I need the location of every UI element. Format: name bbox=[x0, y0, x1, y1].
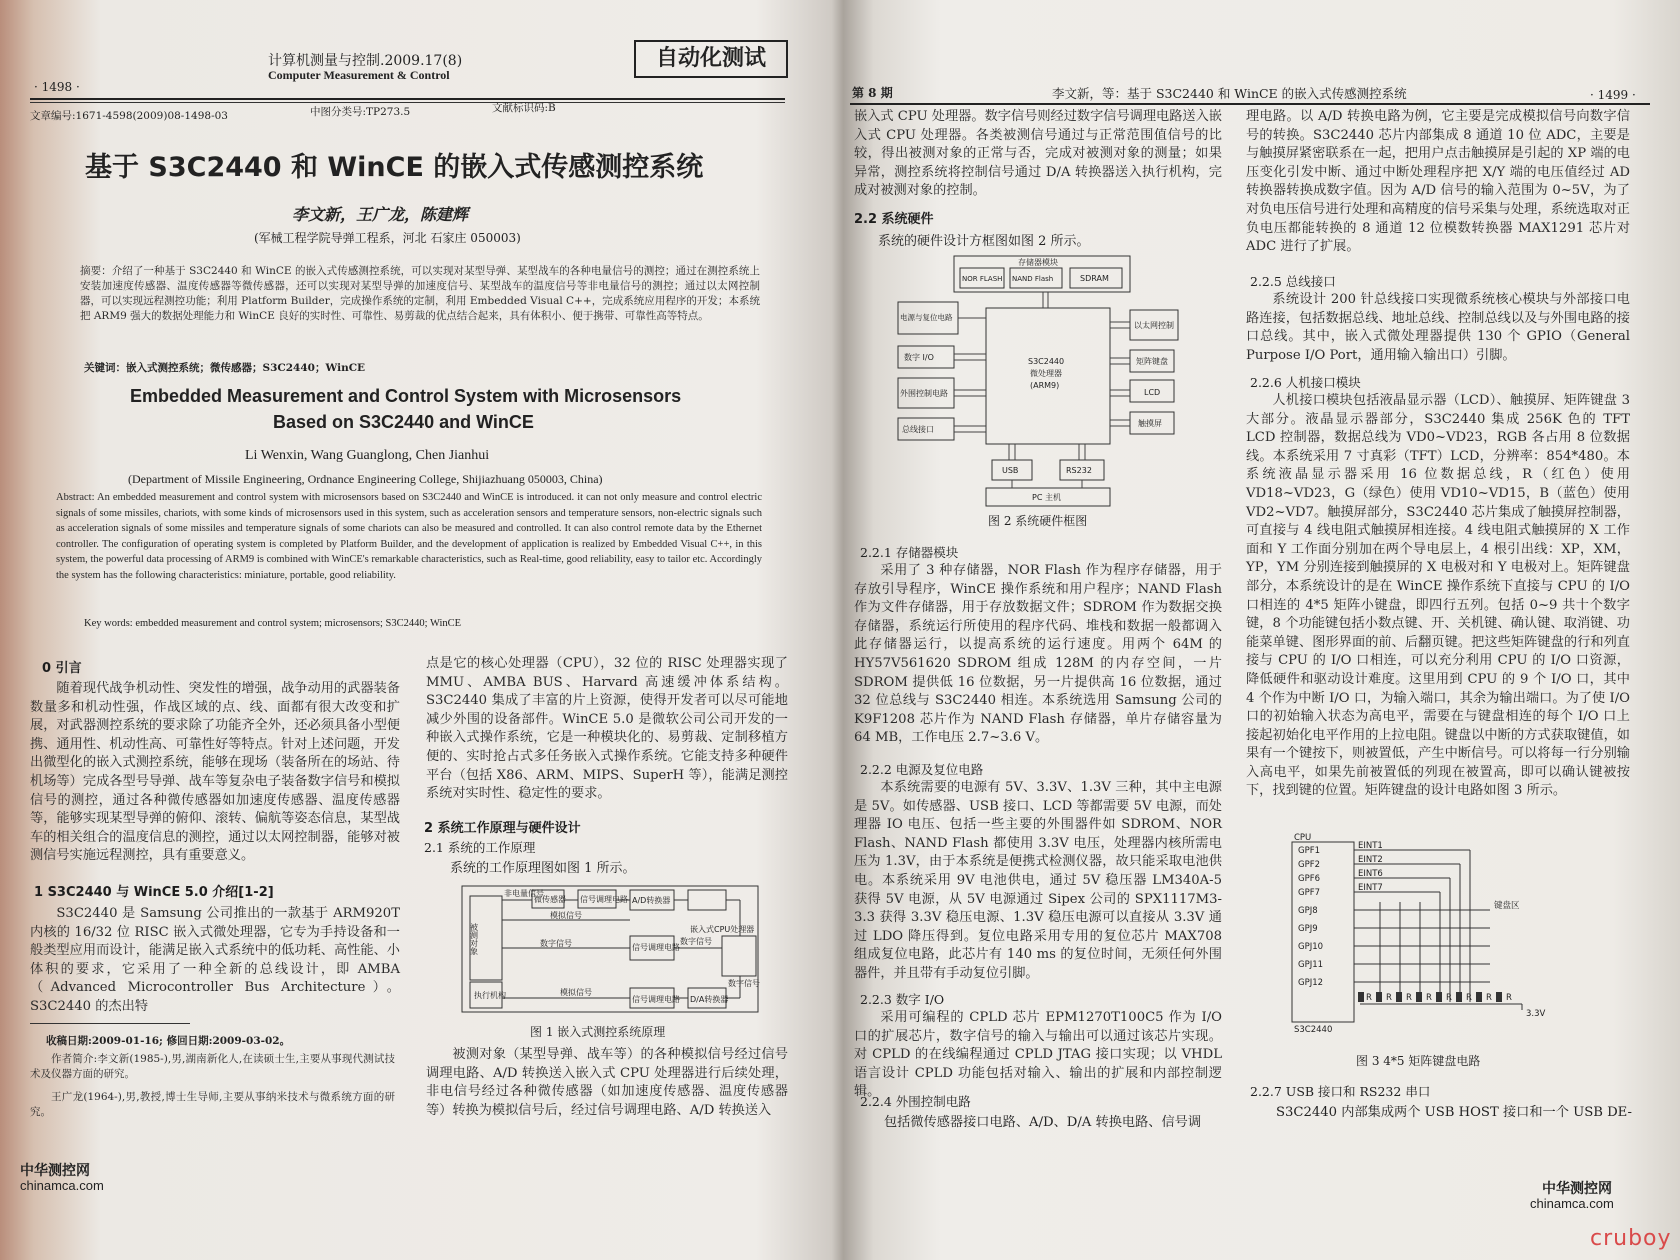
fig2-cpu-label: 微处理器 bbox=[1030, 369, 1062, 378]
watermark-text: cruboy bbox=[1590, 1226, 1672, 1251]
fig1-box-conditioning-3: 信号调理电路 bbox=[632, 995, 680, 1004]
section-1-heading: 1 S3C2440 与 WinCE 5.0 介绍[1-2] bbox=[34, 885, 274, 900]
fig2-pc-host: PC 主机 bbox=[1032, 493, 1061, 502]
section-1-text: S3C2440 是 Samsung 公司推出的一款基于 ARM920T 内核的 16/32 位 RISC 嵌入式微处理器，它专为手持设备和一般类型应用而设计，能满足嵌入式系统中的低功耗、高性能、小体积的要求，它采用了一种全新的总线设计，即 AMBA（Advanced Microcontroller Bus Architecture）。S3C2440 的杰出特 bbox=[30, 906, 400, 1014]
section-2-2-5-heading: 2.2.5 总线接口 bbox=[1250, 274, 1336, 289]
fig3-pin-gpj12: GPJ12 bbox=[1298, 978, 1324, 988]
fig2-nor-flash: NOR FLASH bbox=[962, 275, 1003, 283]
title-en-line1: Embedded Measurement and Control System with Microsensors bbox=[130, 386, 682, 406]
section-2-2-4-text: 包括微传感器接口电路、A/D、D/A 转换电路、信号调 bbox=[884, 1115, 1202, 1130]
fig3-pin-gpf1: GPF1 bbox=[1298, 846, 1321, 856]
fig3-pin-gpj10: GPJ10 bbox=[1298, 942, 1324, 952]
fig3-resistor-4: R bbox=[1426, 993, 1432, 1003]
section-2-2-2-text: 本系统需要的电源有 5V、3.3V、1.3V 三种，其中主电源是 5V。如传感器、USB 接口、LCD 等都需要 5V 电源，而处理器 IO 电压、包括一些主要的外围器件如 SDROM、NOR Flash、NAND Flash 都使用 3.3V 电压，处理器内核所需电压为 1.3V，由于本系统是便携式检测仪器，故只能采取电池供电。本系统采用 9V 电池供电，通过 5V 稳压器 LM340A-5 获得 5V 电源，从 5V 电源通过 Sipex 公司的 SPX1117M3-3.3 获得 3.3V 稳压电源、1.3V 稳压电源可以直接从 3.3V 通过 LDO 降压得到。复位电路采用专用的复位芯片 MAX708 组成复位电路，此芯片有 140 ms 的复位时间，无须任何外围器件，并且带有手动复位引脚。 bbox=[854, 780, 1222, 981]
footer-site-cn: 中华测控网 bbox=[20, 1163, 90, 1179]
section-0-text: 随着现代战争机动性、突发性的增强，战争动用的武器装备数量多和机动性强，作战区域的点、线、面都有很大改变和扩展，对武器测控系统的要求除了功能齐全外，还必须具备小型便携、通用性、机动性高、可靠性好等特点。针对上述问题，开发出微型化的嵌入式测控系统，能够在现场（装备所在的场站、待机场等）完成各型号导弹、战车等复杂电子装备数字信号和模拟信号的测控，通过各种微传感器如加速度传感器、温度传感器等，能够实现某型导弹的俯仰、滚转、偏航等姿态信息，某型战车的相关组合的温度信息的测控，通过以太网控制器，能够对被测信号实施远程测控，具有重要意义。 bbox=[30, 681, 400, 864]
journal-name-en: Computer Measurement & Control bbox=[268, 68, 450, 82]
fig3-resistor-2: R bbox=[1386, 993, 1392, 1003]
fig2-power-reset: 电源与复位电路 bbox=[900, 313, 953, 322]
fig1-label-analog: 模拟信号 bbox=[550, 911, 582, 920]
fig3-cpu-label: CPU bbox=[1294, 833, 1312, 843]
authors-en: Li Wenxin, Wang Guanglong, Chen Jianhui bbox=[245, 448, 490, 463]
section-2-2-1-text: 采用了 3 种存储器，NOR Flash 作为程序存储器，用于存放引导程序，WinCE 操作系统和用户程序；NAND Flash 作为文件存储器，用于存放数据文件；SDROM 作为数据交换存储器，系统运行所使用的程序代码、堆栈和数据一般都调入此存储器运行，以提高系统的运行速度。用两个 64M 的 HY57V561620 SDROM 组成 128M 的内存空间，一片 SDROM 提供低 16 位数据，另一片提供高 16 位数据，通过 32 位总线与 S3C2440 相连。本系统选用 Samsung 公司的 K9F1208 芯片作为 NAND Flash 存储器，单片存储容量为 64 MB，工作电压 2.7~3.6 V。 bbox=[854, 563, 1222, 746]
section-tag: 自动化测试 bbox=[634, 40, 788, 78]
fig2-lcd: LCD bbox=[1144, 388, 1161, 397]
fig3-pin-gpj9: GPJ9 bbox=[1298, 924, 1318, 934]
fig3-eint1: EINT1 bbox=[1358, 841, 1383, 851]
figure-3-caption: 图 3 4*5 矩阵键盘电路 bbox=[1356, 1054, 1481, 1068]
fig3-resistor-6: R bbox=[1466, 993, 1472, 1003]
section-2-heading: 2 系统工作原理与硬件设计 bbox=[424, 821, 581, 836]
figure-3-diagram bbox=[1290, 832, 1590, 1032]
footer-site-en: chinamca.com bbox=[20, 1178, 104, 1193]
footnote-rule bbox=[30, 1023, 190, 1024]
section-2-2-5-text: 系统设计 200 针总线接口实现微系统核心模块与外部接口电路连接，包括数据总线、地址总线、控制总线以及与外围电路的接口总线。其中，嵌入式微处理器提供 130 个 GPIO（General Purpose I/O Port，通用输入输出口）引脚。 bbox=[1246, 292, 1630, 363]
footer-site-en: chinamca.com bbox=[1530, 1196, 1614, 1211]
article-number: 文章编号:1671-4598(2009)08-1498-03 bbox=[30, 110, 228, 122]
section-2-2-6-heading: 2.2.6 人机接口模块 bbox=[1250, 375, 1361, 390]
page-number: · 1498 · bbox=[34, 80, 80, 94]
fig2-usb: USB bbox=[1002, 466, 1019, 475]
fig3-pin-gpf7: GPF7 bbox=[1298, 888, 1321, 898]
title-cn: 基于 S3C2440 和 WinCE 的嵌入式传感测控系统 bbox=[85, 152, 704, 183]
fig1-label-nonelectric: 非电量信号 bbox=[504, 889, 544, 898]
fig1-box-adc: A/D转换器 bbox=[632, 896, 671, 905]
left-page bbox=[0, 0, 790, 1260]
fig2-cpu-arch: (ARM9) bbox=[1030, 381, 1060, 390]
abstract-cn: 摘要：介绍了一种基于 S3C2440 和 WinCE 的嵌入式传感测控系统，可以实现对某型导弹、某型战车的各种电量信号的测控；通过在测控系统上安装加速度传感器、温度传感器等微传感器，还可以实现对某型导弹的加速度信号、某型战车的温度信号等非电量信号的测控；通过以太网控制器，可以实现远程测控功能；利用 Platform Builder，完成操作系统的定制，利用 Embedded Visual C++，完成系统应用程序的开发；本系统把 ARM9 强大的数据处理能力和 WinCE 良好的实时性、可靠性、易剪裁的优点结合起来，具有体积小、便于携带、可靠性高等特点。 bbox=[80, 265, 760, 322]
figure-1-caption: 图 1 嵌入式测控系统原理 bbox=[530, 1025, 666, 1039]
fig1-label-digital-1: 数字信号 bbox=[540, 939, 572, 948]
section-2-1-heading: 2.1 系统的工作原理 bbox=[424, 840, 536, 855]
author-bio-2: 王广龙(1964-),男,教授,博士生导师,主要从事纳米技术与微系统方面的研究。 bbox=[30, 1091, 395, 1118]
section-2-2-6-text: 人机接口模块包括液晶显示器（LCD）、触摸屏、矩阵键盘 3 大部分。液晶显示器部分，S3C2440 集成 256K 色的 TFT LCD 控制器，数据总线为 VD0~VD23，RGB 各占用 8 位数据线。本系统采用 7 寸真彩（TFT）LCD，分辨率：854*480。本系统液晶显示器采用 16 位数据总线，R（红色）使用 VD18~VD23，G（绿色）使用 VD10~VD15，B（蓝色）使用 VD2~VD7。触摸屏部分，S3C2440 芯片集成了触摸屏控制器，可直接与 4 线电阻式触摸屏相连接。4 线电阻式触摸屏的 X 工作面和 Y 工作面分别加在两个导电层上，4 根引出线：XP，XM，YP，YM 分别连接到触摸屏的 X 电极对和 Y 电极对上。矩阵键盘部分，本系统设计的是在 WinCE 操作系统下直接与 CPU 的 I/O 口相连的 4*5 矩阵小键盘，即四行五列。包括 0~9 共十个数字键，8 个功能键包括小数点键、开、关机键、确认键、取消键、功能菜单键、图形界面的前、后翻页键。把这些矩阵键盘的行和列直接与 CPU 的 I/O 口相连，可以充分利用 CPU 的 I/O 口资源，降低硬件和驱动设计难度。这里用到 CPU 的 9 个 I/O 口，其中 4 个作为中断 I/O 口，为输入端口，其余为输出端口。为了使 I/O 口的初始输入状态为高电平，需要在与键盘相连的每个 I/O 口上接起初始化电平作用的上拉电阻。键盘以中断的方式获取键值，如果有一个键按下，则被置低，产生中断信号。可以将每一行分别输入高电平，如果先前被置低的列现在被置高，即可以确认键被按下，找到键的位置。矩阵键盘的设计电路如图 3 所示。 bbox=[1246, 393, 1630, 799]
affiliation-cn: (军械工程学院导弹工程系，河北 石家庄 050003) bbox=[254, 231, 521, 245]
fig3-resistor-3: R bbox=[1406, 993, 1412, 1003]
fig3-pin-gpf2: GPF2 bbox=[1298, 860, 1321, 870]
fig2-peripheral-control: 外围控制电路 bbox=[900, 389, 948, 398]
section-2-2-heading: 2.2 系统硬件 bbox=[854, 212, 934, 227]
section-2-2-4-heading: 2.2.4 外围控制电路 bbox=[860, 1094, 971, 1109]
fig3-eint2: EINT2 bbox=[1358, 855, 1383, 865]
figure-2-diagram bbox=[888, 250, 1208, 508]
col2-top-text: 理电路。以 A/D 转换电路为例，它主要是完成模拟信号向数字信号的转换。S3C2440 芯片内部集成 8 通道 10 位 ADC，主要是与触摸屏紧密联系在一起，把用户点击触摸屏是引起的 XP 端的电压变化引发中断、通过中断处理程序把 X/Y 端的电压值经过 AD 转换器转换成数字值。因为 A/D 信号的输入范围为 0~5V，为了对负电压信号进行处理和高精度的信号采集与处理，系统选取对正负电压都能转换的 8 通道 12 位模数转换器 MAX1291 芯片对 ADC 进行了扩展。 bbox=[1246, 109, 1630, 255]
issue-label: 第 8 期 bbox=[852, 86, 893, 100]
authors-cn: 李文新，王广龙，陈建辉 bbox=[292, 205, 469, 224]
fig1-box-conditioning-2: 信号调理电路 bbox=[632, 943, 680, 952]
header-rule bbox=[850, 103, 1650, 105]
affiliation-en: (Department of Missile Engineering, Ordnance Engineering College, Shijiazhuang 050003, China) bbox=[128, 472, 603, 486]
fig2-memory-module: 存储器模块 bbox=[1018, 258, 1058, 267]
fig3-resistor-5: R bbox=[1446, 993, 1452, 1003]
section-0-heading: 0 引言 bbox=[42, 661, 82, 676]
section-2-2-2-heading: 2.2.2 电源及复位电路 bbox=[860, 762, 984, 777]
section-2-2-7-heading: 2.2.7 USB 接口和 RS232 串口 bbox=[1250, 1084, 1431, 1099]
fig1-box-cpu: 嵌入式CPU处理器 bbox=[690, 925, 755, 934]
fig1-label-digital-3: 数字信号 bbox=[728, 979, 760, 988]
keywords-en: Key words: embedded measurement and control system; microsensors; S3C2440; WinCE bbox=[84, 618, 462, 629]
received-dates: 收稿日期:2009-01-16; 修回日期:2009-03-02。 bbox=[46, 1035, 291, 1047]
clc-number: 中图分类号:TP273.5 bbox=[310, 106, 411, 118]
fig3-resistor-8: R bbox=[1506, 993, 1512, 1003]
fig2-matrix-keypad: 矩阵键盘 bbox=[1136, 357, 1168, 366]
column2-text: 点是它的核心处理器（CPU），32 位的 RISC 处理器实现了 MMU、AMBA BUS、Harvard 高速缓冲体系结构。S3C2440 集成了丰富的片上资源，使得开发者可以尽可能地减少外围的设备部件。WinCE 5.0 是微软公司公司开发的一种嵌入式操作系统，它是一种模块化的、易剪裁、定制移植方便的、实时抢占式多任务嵌入式操作系统。它能支持多种硬件平台（包括 X86、ARM、MIPS、SuperH 等），能满足测控系统对实时性、稳定性的要求。 bbox=[426, 656, 788, 802]
fig3-resistor-1: R bbox=[1366, 993, 1372, 1003]
fig3-pin-gpj11: GPJ11 bbox=[1298, 960, 1324, 970]
section-2-2-3-text: 采用可编程的 CPLD 芯片 EPM1270T100C5 作为 I/O 口的扩展芯片，数字信号的输入与输出可以通过该芯片实现。对 CPLD 的在线编程通过 CPLD JTAG 接口实现；以 VHDL 语言设计 CPLD 功能包括对输入、输出的扩展和内部控制逻辑。 bbox=[854, 1010, 1222, 1100]
title-en-line2: Based on S3C2440 and WinCE bbox=[273, 412, 534, 432]
journal-name-cn: 计算机测量与控制.2009.17(8) bbox=[268, 53, 463, 69]
fig3-resistor-7: R bbox=[1486, 993, 1492, 1003]
keywords-cn: 关键词：嵌入式测控系统；微传感器；S3C2440；WinCE bbox=[84, 362, 366, 374]
footer-site-cn: 中华测控网 bbox=[1542, 1181, 1612, 1197]
fig2-nand-flash: NAND Flash bbox=[1012, 275, 1054, 283]
fig2-touchscreen: 触摸屏 bbox=[1138, 419, 1162, 428]
fig3-eint6: EINT6 bbox=[1358, 869, 1383, 879]
fig2-digital-io: 数字 I/O bbox=[904, 353, 934, 362]
fig3-pin-gpf6: GPF6 bbox=[1298, 874, 1321, 884]
fig1-box-conditioning-1: 信号调理电路 bbox=[580, 895, 628, 904]
section-2-2-3-heading: 2.2.3 数字 I/O bbox=[860, 992, 945, 1007]
fig2-rs232: RS232 bbox=[1066, 466, 1092, 475]
fig1-box-object: 被测对象 bbox=[469, 923, 479, 955]
fig3-pin-gpj8: GPJ8 bbox=[1298, 906, 1318, 916]
right-page bbox=[820, 0, 1680, 1260]
document-code: 文献标识码:B bbox=[492, 102, 556, 114]
section-2-2-1-heading: 2.2.1 存储器模块 bbox=[860, 545, 959, 560]
fig2-bus-interface: 总线接口 bbox=[902, 425, 934, 434]
fig1-label-analog-2: 模拟信号 bbox=[560, 988, 592, 997]
fig2-cpu-name: S3C2440 bbox=[1028, 357, 1065, 366]
running-title: 李文新，等：基于 S3C2440 和 WinCE 的嵌入式传感测控系统 bbox=[1052, 86, 1407, 101]
fig3-eint7: EINT7 bbox=[1358, 883, 1383, 893]
figure-2-caption: 图 2 系统硬件框图 bbox=[988, 514, 1088, 528]
fig1-box-dac: D/A转换器 bbox=[690, 995, 729, 1004]
figure-1-diagram bbox=[460, 878, 760, 1020]
header-rule-thin bbox=[30, 102, 785, 103]
fig1-box-microsensor: 微传感器 bbox=[534, 895, 566, 904]
fig3-supply-voltage: 3.3V bbox=[1526, 1009, 1546, 1019]
abstract-en: Abstract: An embedded measurement and control system with microsensors based on S3C2440 and WinCE is introduced. it can not only measure and control electric signals of some missiles, chariots, with some kinds of microsensors used in this system, such as acceleration sensors and temperature sensors, non-electric signals such as acceleration signals of some missiles and temperature signals of some chariots can also be measured and controlled. It can also control remote data by the Ethernet controller. The configuration of operating system is completed by Platform Builder, and the development of application is realized by Embedded Visual C++, in this system, the powerful data processing of ARM9 is combined with WinCE's remarkable characteristics, such as Real-time, good reliability, easy to tailor etc. Accordingly the system has the following characteristics: miniature, portable, good reliability. bbox=[56, 492, 762, 581]
fig1-box-actuator: 执行机构 bbox=[474, 991, 506, 1000]
fig3-chip-label: S3C2440 bbox=[1294, 1025, 1333, 1032]
col1-top-text: 嵌入式 CPU 处理器。数字信号则经过数字信号调理电路送入嵌入式 CPU 处理器。各类被测信号通过与正常范围值信号的比较，得出被测对象的正常与否，完成对被测对象的测量；如果异常，测控系统将控制信号通过 D/A 转换器送入执行机构，完成对被测对象的控制。 bbox=[854, 109, 1222, 199]
fig2-sdram: SDRAM bbox=[1080, 274, 1109, 283]
column2-bottom-text: 被测对象（某型导弹、战车等）的各种模拟信号经过信号调理电路、A/D 转换送入嵌入式 CPU 处理器进行后续处理，非电信号经过各种微传感器（如加速度传感器、温度传感器等）转换为模拟信号后，经过信号调理电路、A/D 转换送入 bbox=[426, 1047, 788, 1118]
fig1-label-digital-2: 数字信号 bbox=[680, 937, 712, 946]
section-2-2-text: 系统的硬件设计方框图如图 2 所示。 bbox=[878, 234, 1090, 249]
page-number: · 1499 · bbox=[1590, 88, 1636, 102]
section-2-1-text: 系统的工作原理图如图 1 所示。 bbox=[450, 861, 636, 876]
section-2-2-7-text: S3C2440 内部集成两个 USB HOST 接口和一个 USB DE- bbox=[1276, 1105, 1633, 1120]
fig3-keypad-area: 键盘区 bbox=[1494, 901, 1520, 911]
fig2-ethernet: 以太网控制 bbox=[1134, 321, 1174, 330]
author-bio-1: 作者简介:李文新(1985-),男,湖南新化人,在读硕士生,主要从事现代测试技术及仪器方面的研究。 bbox=[30, 1053, 395, 1080]
header-rule bbox=[30, 98, 785, 100]
